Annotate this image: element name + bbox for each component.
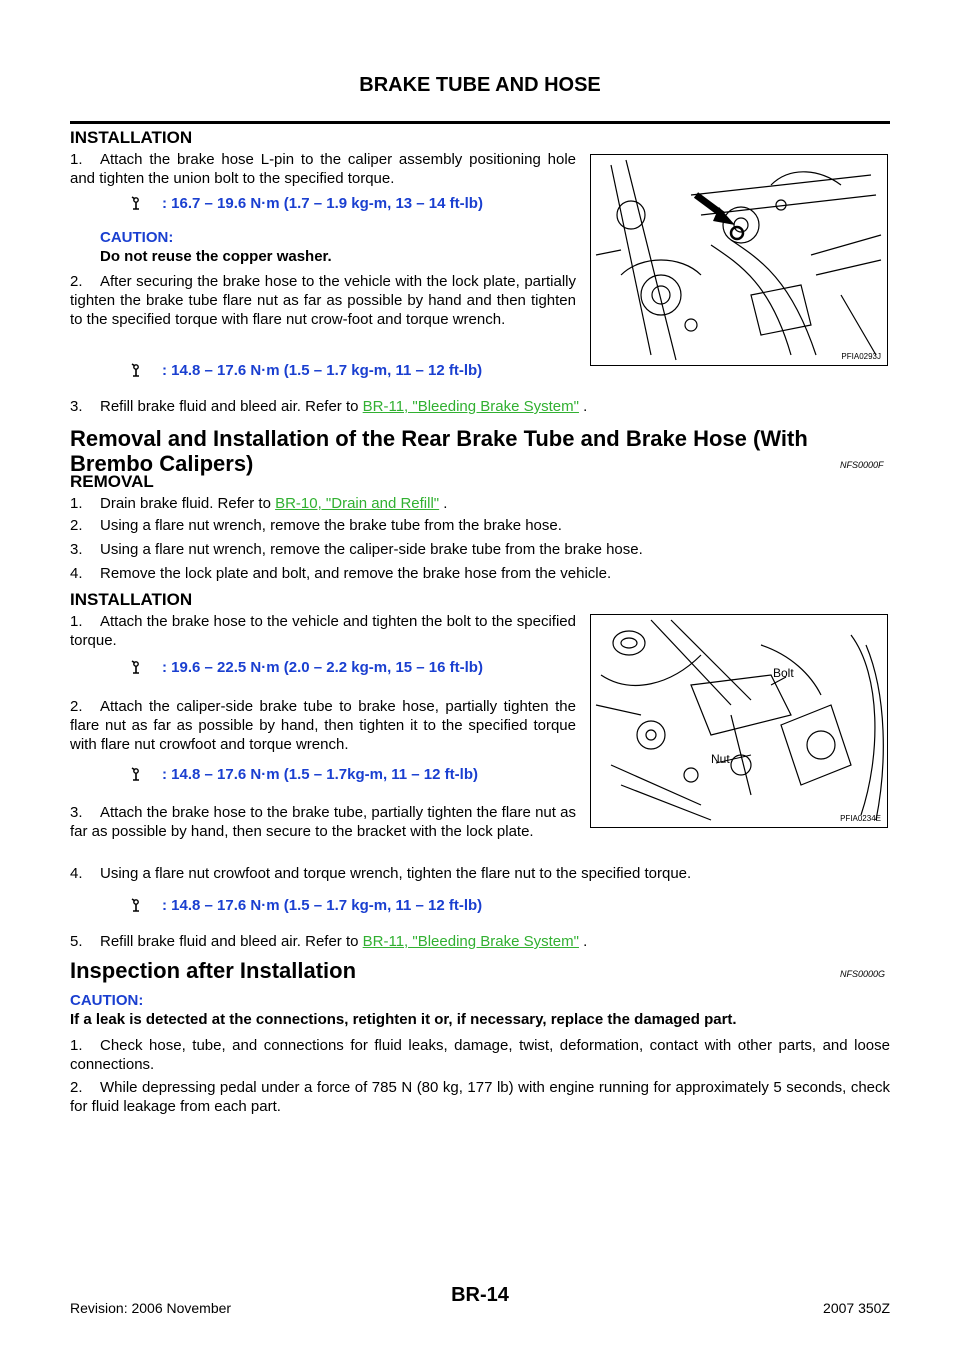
figure-caliper-hose-union bbox=[590, 154, 888, 366]
torque-value: : 16.7 – 19.6 N·m (1.7 – 1.9 kg-m, 13 – 14 ft-lb) bbox=[162, 194, 483, 212]
step-number: 2. bbox=[70, 273, 83, 290]
install2-step-4: 4. Using a flare nut crowfoot and torque wrench, tighten the flare nut to the specified torque. bbox=[70, 865, 692, 882]
step-text: Attach the brake hose L-pin to the caliper assembly positioning hole and tighten the union bolt to the specified torque. bbox=[70, 151, 576, 187]
torque-spec-2 bbox=[126, 360, 482, 380]
figure-code: PFIA0234E bbox=[840, 814, 881, 823]
installation-heading: INSTALLATION bbox=[70, 128, 193, 147]
torque-wrench-icon bbox=[126, 360, 146, 380]
footer-page-number: BR-14 bbox=[451, 1284, 509, 1306]
removal-heading: REMOVAL bbox=[70, 472, 154, 491]
caution-text: Do not reuse the copper washer. bbox=[100, 248, 332, 265]
install2-step-5: 5. Refill brake fluid and bleed air. Refer to BR-11, "Bleeding Brake System" . bbox=[70, 933, 588, 950]
torque-value: : 14.8 – 17.6 N·m (1.5 – 1.7 kg-m, 11 – 12 ft-lb) bbox=[162, 361, 483, 379]
torque-spec-5: : 14.8 – 17.6 N·m (1.5 – 1.7 kg-m, 11 – 12 ft-lb) bbox=[126, 895, 482, 915]
page-header-title: BRAKE TUBE AND HOSE bbox=[359, 74, 601, 96]
step-number: 1. bbox=[70, 151, 83, 168]
inspection-caution-label: CAUTION: bbox=[70, 992, 144, 1009]
torque-wrench-icon bbox=[126, 657, 146, 677]
section-code-inspection: NFS0000G bbox=[840, 969, 886, 979]
install-step-1 bbox=[70, 150, 576, 188]
inspection-caution-text: If a leak is detected at the connections, retighten it or, if necessary, replace the damaged part. bbox=[70, 1011, 737, 1028]
figure-illustration bbox=[591, 615, 887, 827]
inspection-step-1: 1. Check hose, tube, and connections for fluid leaks, damage, twist, deformation, contact with other parts, and loose connections. bbox=[70, 1037, 890, 1073]
section-title-rear-brake: Removal and Installation of the Rear Brake Tube and Brake Hose (With Brembo Calipers) bbox=[70, 426, 808, 476]
torque-spec-4: : 14.8 – 17.6 N·m (1.5 – 1.7kg-m, 11 – 12 ft-lb) bbox=[126, 764, 478, 784]
torque-wrench-icon bbox=[126, 764, 146, 784]
footer-revision: Revision: 2006 November bbox=[70, 1300, 232, 1316]
install2-step-2: 2. Attach the caliper-side brake tube to brake hose, partially tighten the flare nut as far as possible by hand, then tighten it to the specified torque with flare nut crowfoot and torque wrench. bbox=[70, 698, 576, 753]
installation-heading-2: INSTALLATION bbox=[70, 590, 193, 609]
removal-step-3: 3. Using a flare nut wrench, remove the caliper-side brake tube from the brake hose. bbox=[70, 541, 643, 558]
torque-spec-3: : 19.6 – 22.5 N·m (2.0 – 2.2 kg-m, 15 – 16 ft-lb) bbox=[126, 657, 483, 677]
removal-step-4: 4. Remove the lock plate and bolt, and remove the brake hose from the vehicle. bbox=[70, 565, 612, 582]
torque-spec-1 bbox=[126, 193, 483, 213]
label-bolt: Bolt bbox=[773, 666, 794, 680]
install2-step-1: 1. Attach the brake hose to the vehicle and tighten the bolt to the specified torque. bbox=[70, 613, 576, 649]
inspection-step-2: 2. While depressing pedal under a force of 785 N (80 kg, 177 lb) with engine running for approximately 5 seconds, check for fluid leakage from each part. bbox=[70, 1079, 890, 1115]
torque-wrench-icon bbox=[126, 895, 146, 915]
section-code: NFS0000F bbox=[840, 460, 884, 470]
install-step-2 bbox=[70, 272, 576, 329]
label-nut: Nut bbox=[711, 752, 730, 766]
install-step-3: 3. Refill brake fluid and bleed air. Refer to BR-11, "Bleeding Brake System" . bbox=[70, 398, 588, 415]
step-text: After securing the brake hose to the vehicle with the lock plate, partially tighten the brake tube flare nut as far as possible by hand and then tighten to the specified torque with flare nut crow-foot and torque wrench. bbox=[70, 273, 576, 328]
install2-step-3: 3. Attach the brake hose to the brake tube, partially tighten the flare nut as far as possible by hand, then secure to the bracket with the lock plate. bbox=[70, 804, 576, 840]
torque-wrench-icon bbox=[126, 193, 146, 213]
bleeding-brake-system-link[interactable]: BR-11, "Bleeding Brake System" bbox=[362, 398, 579, 415]
header-rule bbox=[70, 121, 890, 124]
drain-and-refill-link[interactable]: BR-10, "Drain and Refill" bbox=[275, 495, 440, 512]
figure-code: PFIA0293J bbox=[841, 352, 881, 361]
section-title-inspection: Inspection after Installation bbox=[70, 958, 357, 983]
figure-brake-hose-bolt-nut bbox=[590, 614, 888, 828]
removal-step-2: 2. Using a flare nut wrench, remove the brake tube from the brake hose. bbox=[70, 517, 562, 534]
step-number: 3. bbox=[70, 398, 83, 415]
figure-illustration bbox=[591, 155, 887, 365]
bleeding-brake-system-link-2[interactable]: BR-11, "Bleeding Brake System" bbox=[362, 933, 579, 950]
removal-step-1: 1. Drain brake fluid. Refer to BR-10, "Drain and Refill" . bbox=[70, 495, 448, 512]
caution-label: CAUTION: bbox=[100, 229, 174, 246]
footer-model: 2007 350Z bbox=[823, 1300, 890, 1316]
